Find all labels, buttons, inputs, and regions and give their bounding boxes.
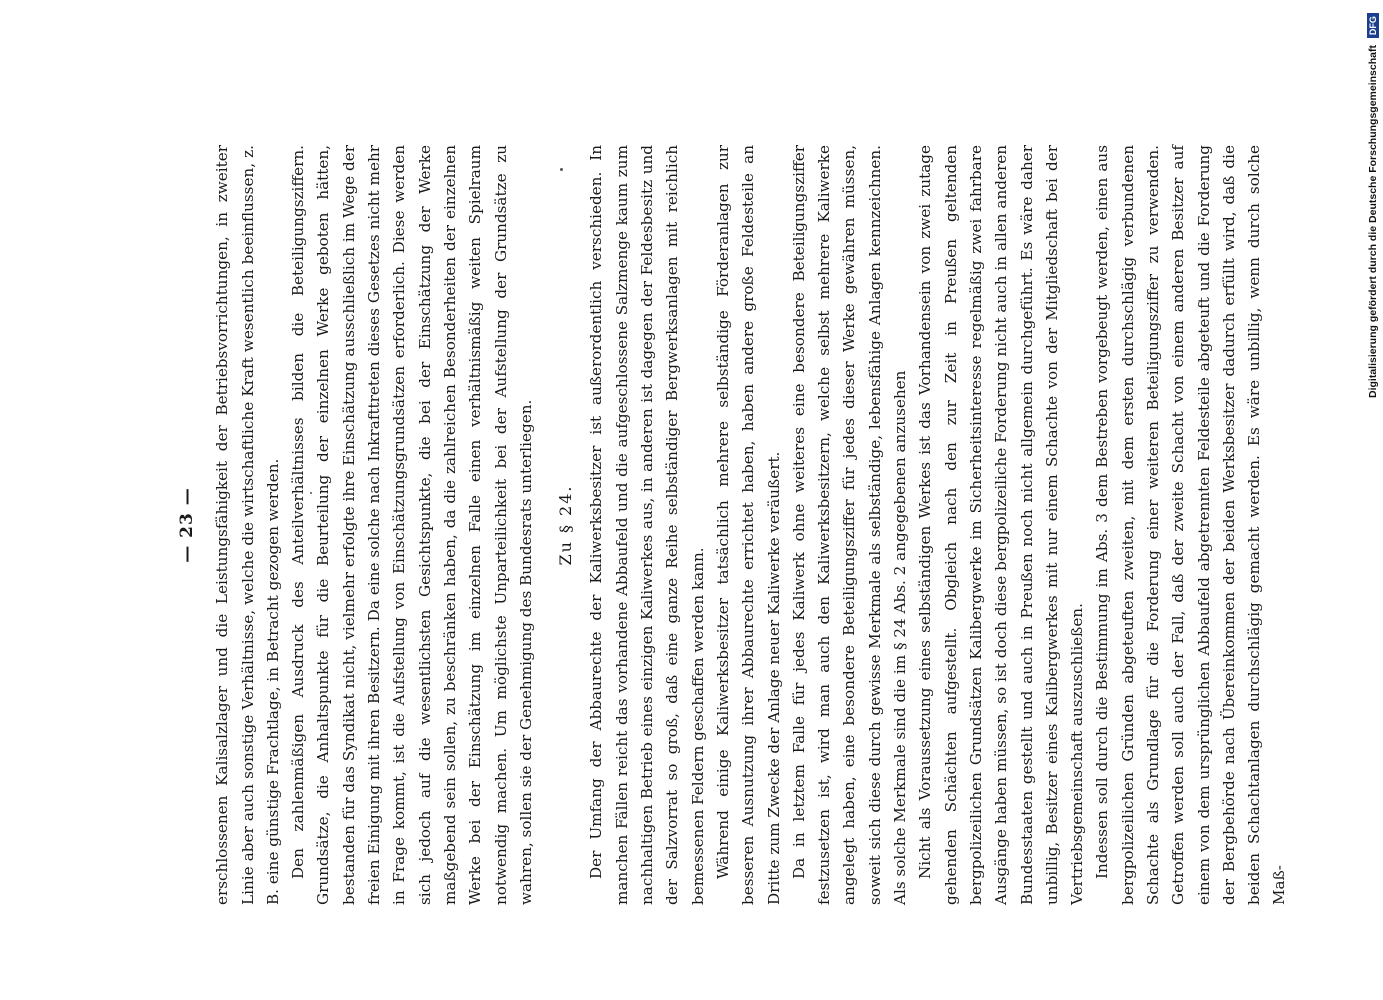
top-text-block: [210, 145, 539, 905]
section-text-block: [584, 145, 1292, 905]
funding-note: [1367, 13, 1379, 398]
funding-note-text: Digitalisierung gefördert durch die Deutsche Forschungsgemeinschaft: [1367, 45, 1379, 398]
paragraph: Den zahlenmäßigen Ausdruck des Anteilverhältnisses bilden die Beteiligungsziffern. Grundsätze, die Anhaltspunkte für die Beurteilung der einzelnen Werke geboten hätten, bestanden für das Syndikat nicht, vielmehr erfolgte ihre Einschätzung ausschließlich im Wege der freien Einigung mit ihren Besitzern. Da eine solche nach Inkrafttreten dieses Gesetzes nicht mehr in Frage kommt, ist die Aufstellung von Einschätzungsgrundsätzen erforderlich. Diese werden sich jedoch auf die wesentlichsten Gesichtspunkte, die bei der Einschätzung der Werke maßgebend sein sollen, zu beschränken haben, da die zahlreichen Besonderheiten der einzelnen Werke bei der Einschätzung im einzelnen Falle einen verhältnismäßig weiten Spielraum notwendig machen. Um möglichste Unparteilichkeit bei der Aufstellung der Grundsätze zu wahren, sollen sie der Genehmigung des Bundesrats unterliegen.: [289, 145, 535, 905]
scan-speck: [310, 492, 312, 494]
paragraph: Da in letztem Falle für jedes Kaliwerk ohne weiteres eine besondere Beteiligungsziffer festzusetzen ist, wird man auch den Kaliwerksbesitzern, welche selbst mehrere Kaliwerke angelegt haben, eine besondere Beteiligungsziffer für jedes dieser Werke gewähren müssen, soweit sich diese durch gewisse Merkmale als selbständige, lebensfähige Anlagen kennzeichnen. Als solche Merkmale sind die im § 24 Abs. 2 angegebenen anzusehen: [789, 145, 910, 905]
paragraph: erschlossenen Kalisalzlager und die Leistungsfähigkeit der Betriebsvorrichtungen, in zweiter Linie aber auch sonstige Verhältnisse, welche die wirtschaftliche Kraft wesentlich beeinflussen, z. B. eine günstige Frachtlage, in Betracht gezogen werden.: [213, 145, 282, 905]
paragraph: Indessen soll durch die Bestimmung im Abs. 3 dem Bestreben vorgebeugt werden, einen aus bergpolizeilichen Gründen abgeteuften zweiten, mit dem ersten durchschlägig verbundenen Schachte als Grundlage für die Forderung einer weiteren Beteiligungsziffer zu verwenden. Getroffen werden soll auch der Fall, daß der zweite Schacht von einem anderen Besitzer auf einem von dem ursprünglichen Abbaufeld abgetrennten Feldesteile abgeteuft und die Forderung der Bergbehörde nach Übereinkommen der beiden Werksbesitzer dadurch erfüllt wird, daß die beiden Schachtanlagen durchschlägig gemacht werden. Es wäre unbillig, wenn durch solche Maß-: [1093, 145, 1289, 905]
section-heading: Zu § 24.: [556, 484, 576, 566]
scan-speck: [560, 168, 563, 171]
page-content-rotated: [175, 145, 1289, 905]
paragraph: Nicht als Voraussetzung eines selbständigen Werkes ist das Vorhandensein von zwei zutage gehenden Schächten aufgestellt. Obgleich nach den zur Zeit in Preußen geltenden bergpolizeilichen Grundsätzen Kalibergwerke im Sicherheitsinteresse regelmäßig zwei fahrbare Ausgänge haben müssen, so ist doch diese bergpolizeiliche Forderung nicht auch in allen anderen Bundesstaaten gestellt und auch in Preußen noch nicht allgemein durchgeführt. Es wäre daher unbillig, Besitzer eines Kalibergwerkes mit nur einem Schachte von der Mitgliedschaft bei der Vertriebsgemeinschaft auszuschließen.: [916, 145, 1087, 905]
dfg-logo-icon: DFG: [1367, 13, 1379, 38]
page-number: — 23 —: [177, 487, 197, 563]
paragraph: Während einige Kaliwerksbesitzer tatsächlich mehrere selbständige Förderanlagen zur besseren Ausnutzung ihrer Abbaurechte errichtet haben, haben andere große Feldesteile an Dritte zum Zwecke der Anlage neuer Kaliwerke veräußert.: [713, 145, 783, 905]
paragraph: Der Umfang der Abbaurechte der Kaliwerksbesitzer ist außerordentlich verschieden. In manchen Fällen reicht das vorhandene Abbaufeld und die aufgeschlossene Salzmenge kaum zum nachhaltigen Betrieb eines einzigen Kaliwerkes aus, in anderen ist dagegen der Feldesbesitz und der Salzvorrat so groß, daß eine ganze Reihe selbständiger Bergwerksanlagen mit reichlich bemessenen Feldern geschaffen werden kann.: [587, 145, 707, 905]
